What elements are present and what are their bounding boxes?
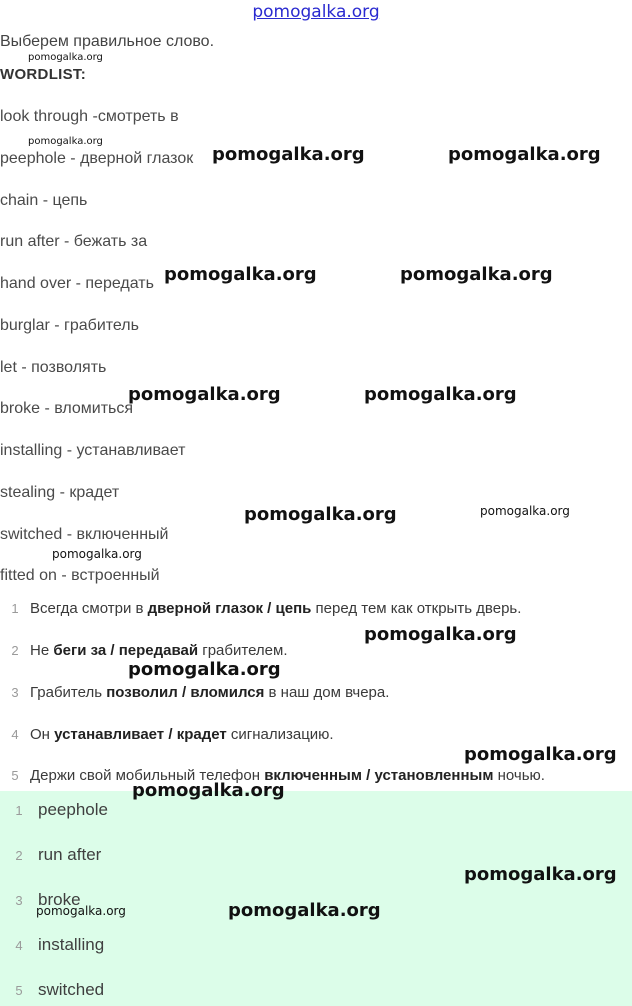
wordlist-item: burglar - грабитель bbox=[0, 317, 139, 334]
exercise-option: позволил bbox=[106, 684, 178, 701]
watermark: pomogalka.org bbox=[212, 144, 365, 165]
answer-item bbox=[0, 980, 104, 1000]
answer-item bbox=[0, 935, 104, 955]
wordlist-item: let - позволять bbox=[0, 359, 107, 376]
exercise-option: устанавливает bbox=[54, 726, 165, 743]
exercise-option: дверной глазок bbox=[147, 600, 263, 617]
watermark: pomogalka.org bbox=[28, 52, 103, 63]
watermark: pomogalka.org bbox=[52, 547, 142, 561]
watermark: pomogalka.org bbox=[228, 900, 381, 921]
wordlist-item: installing - устанавливает bbox=[0, 442, 186, 459]
intro-text: Выберем правильное слово. bbox=[0, 33, 215, 50]
watermark: pomogalka.org bbox=[128, 659, 281, 680]
exercise-option: установленным bbox=[374, 767, 494, 784]
answer-text: broke bbox=[38, 890, 81, 909]
answer-number: 4 bbox=[15, 938, 23, 953]
watermark: pomogalka.org bbox=[36, 904, 126, 918]
exercise-text: грабителем. bbox=[198, 642, 288, 659]
option-separator: / bbox=[164, 726, 177, 743]
wordlist-item: chain - цепь bbox=[0, 192, 88, 209]
exercise-text: Грабитель bbox=[30, 684, 107, 701]
watermark: pomogalka.org bbox=[128, 384, 281, 405]
exercise-number: 4 bbox=[11, 727, 19, 742]
exercise-text: в наш дом вчера. bbox=[264, 684, 390, 701]
watermark: pomogalka.org bbox=[364, 624, 517, 645]
exercise-text: ночью. bbox=[493, 767, 545, 784]
wordlist-title: WORDLIST: bbox=[0, 66, 87, 83]
option-separator: / bbox=[106, 642, 119, 659]
exercise-item bbox=[0, 726, 334, 743]
exercise-text: Он bbox=[30, 726, 55, 743]
wordlist-item: broke - вломиться bbox=[0, 400, 134, 417]
exercise-number: 2 bbox=[11, 643, 19, 658]
exercise-item bbox=[0, 684, 389, 701]
exercise-option: беги за bbox=[53, 642, 107, 659]
exercise-text: сигнализацию. bbox=[226, 726, 334, 743]
wordlist-item: stealing - крадет bbox=[0, 484, 120, 501]
watermark: pomogalka.org bbox=[28, 136, 103, 147]
answer-item bbox=[0, 845, 101, 865]
wordlist-item: hand over - передать bbox=[0, 275, 154, 292]
watermark: pomogalka.org bbox=[448, 144, 601, 165]
exercise-option: передавай bbox=[118, 642, 199, 659]
wordlist-item: look through -смотреть в bbox=[0, 108, 179, 125]
exercise-item bbox=[0, 600, 521, 617]
watermark: pomogalka.org bbox=[364, 384, 517, 405]
answer-item bbox=[0, 800, 108, 820]
answer-text: switched bbox=[38, 980, 105, 999]
exercise-text: Держи свой мобильный телефон bbox=[30, 767, 265, 784]
exercise-number: 3 bbox=[11, 685, 19, 700]
exercise-text: Всегда смотри в bbox=[30, 600, 148, 617]
exercise-option: цепь bbox=[275, 600, 312, 617]
watermark: pomogalka.org bbox=[164, 264, 317, 285]
answer-text: run after bbox=[38, 845, 102, 864]
answer-number: 2 bbox=[15, 848, 23, 863]
exercise-option: вломился bbox=[190, 684, 265, 701]
option-separator: / bbox=[177, 684, 191, 701]
answer-number: 1 bbox=[15, 803, 23, 818]
wordlist-item: fitted on - встроенный bbox=[0, 567, 160, 584]
watermark: pomogalka.org bbox=[132, 780, 285, 801]
exercise-option: крадет bbox=[176, 726, 227, 743]
answer-text: peephole bbox=[38, 800, 108, 819]
exercise-number: 1 bbox=[11, 601, 19, 616]
watermark: pomogalka.org bbox=[464, 864, 617, 885]
answers-panel bbox=[0, 791, 632, 1006]
wordlist-item: switched - включенный bbox=[0, 526, 169, 543]
exercise-item bbox=[0, 642, 288, 659]
answer-number: 5 bbox=[15, 983, 23, 998]
watermark: pomogalka.org bbox=[244, 504, 397, 525]
option-separator: / bbox=[361, 767, 375, 784]
wordlist-item: peephole - дверной глазок bbox=[0, 150, 194, 167]
watermark: pomogalka.org bbox=[480, 504, 570, 518]
answer-text: installing bbox=[38, 935, 105, 954]
watermark: pomogalka.org bbox=[464, 744, 617, 765]
exercise-number: 5 bbox=[11, 768, 19, 783]
exercise-text: перед тем как открыть дверь. bbox=[311, 600, 522, 617]
exercise-text: Не bbox=[30, 642, 54, 659]
site-header-link[interactable]: pomogalka.org bbox=[252, 2, 380, 22]
exercise-option: включенным bbox=[264, 767, 362, 784]
answer-number: 3 bbox=[15, 893, 23, 908]
wordlist-item: run after - бежать за bbox=[0, 233, 148, 250]
watermark: pomogalka.org bbox=[400, 264, 553, 285]
option-separator: / bbox=[262, 600, 276, 617]
